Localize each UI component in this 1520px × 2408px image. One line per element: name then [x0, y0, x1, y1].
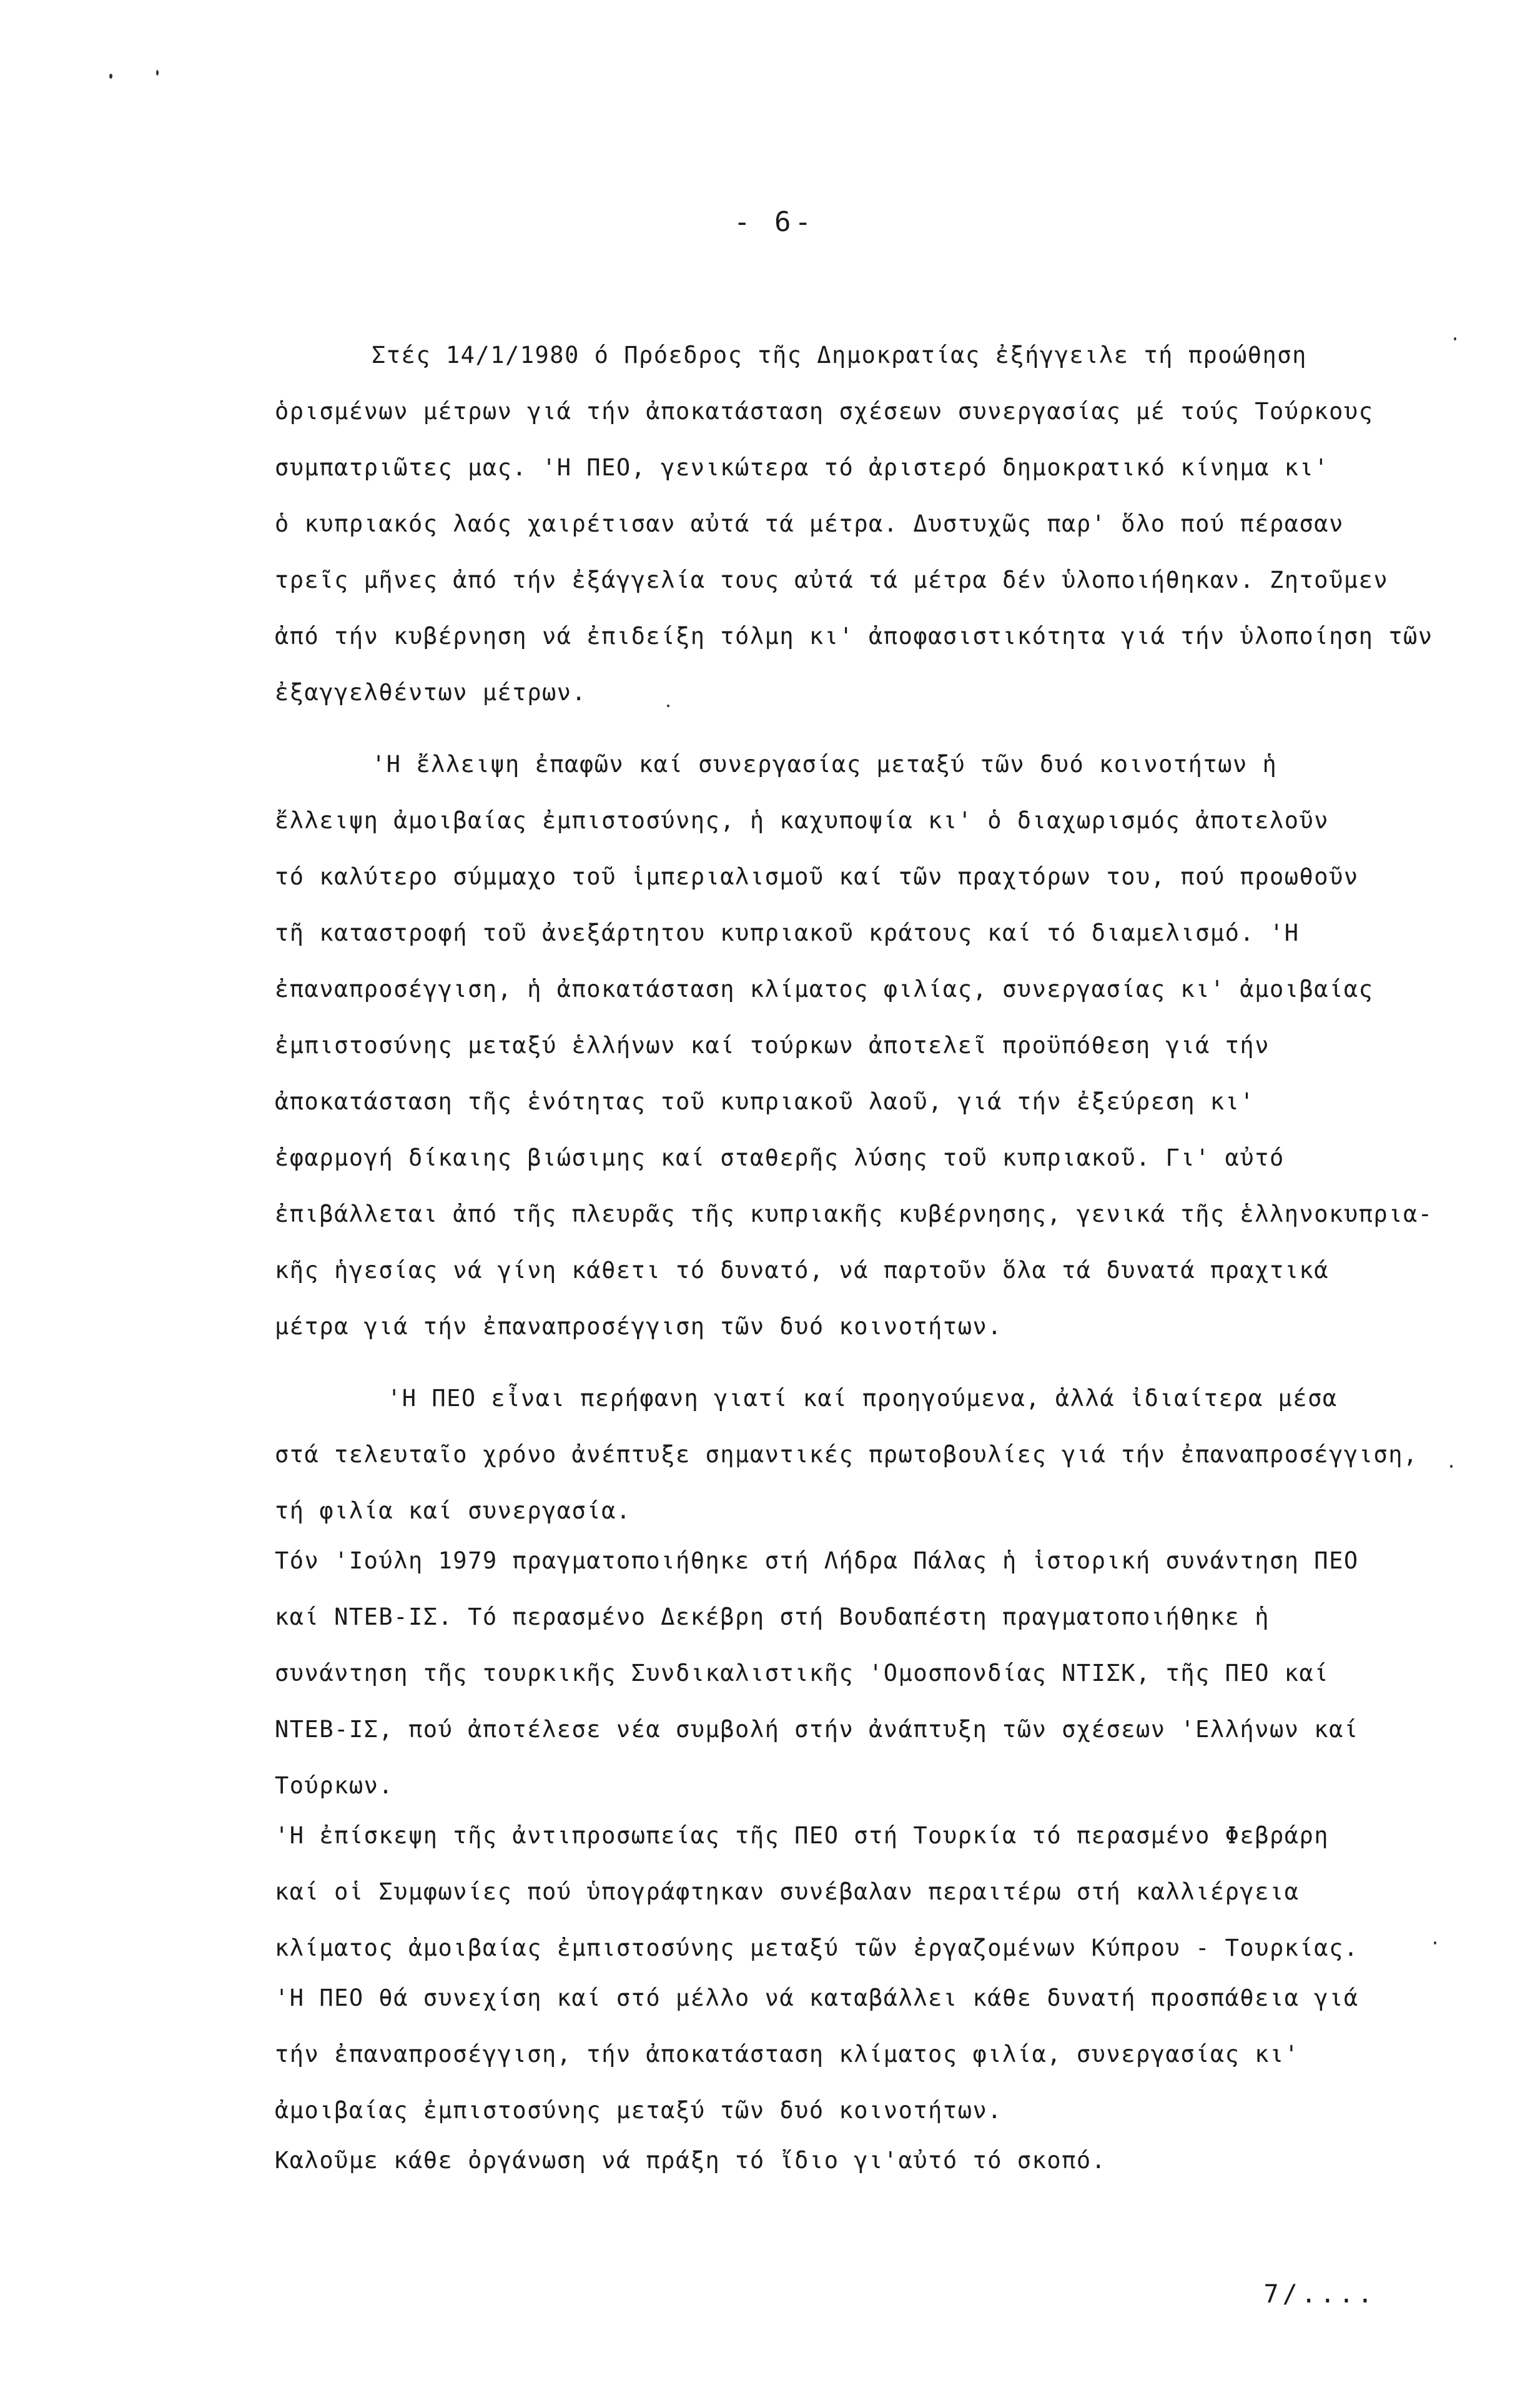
- text-line: τή φιλία καί συνεργασία.: [275, 1497, 631, 1524]
- scan-speck: [156, 70, 159, 76]
- text-line: τρεῖς μῆνες ἀπό τήν ἐξάγγελία τους αὐτά τά μέτρα δέν ὑλοποιήθηκαν. Ζητοῦμεν: [275, 567, 1389, 593]
- scan-speck: [109, 74, 112, 79]
- text-line: ὁ κυπριακός λαός χαιρέτισαν αὐτά τά μέτρα. Δυστυχῶς παρ' ὅλο πού πέρασαν: [275, 510, 1344, 537]
- text-line: καί οἱ Συμφωνίες πού ὑπογράφτηκαν συνέβαλαν περαιτέρω στή καλλιέργεια: [275, 1878, 1300, 1905]
- text-line: ὁρισμένων μέτρων γιά τήν ἀποκατάσταση σχέσεων συνεργασίας μέ τούς Τούρκους: [275, 398, 1374, 425]
- text-line: ἐμπιστοσύνης μεταξύ ἑλλήνων καί τούρκων ἀποτελεῖ προϋπόθεση γιά τήν: [275, 1032, 1270, 1059]
- text-line: συνάντηση τῆς τουρκικῆς Συνδικαλιστικῆς 'Ομοσπονδίας ΝΤΙΣΚ, τῆς ΠΕΟ καί: [275, 1660, 1330, 1687]
- text-line: συμπατριῶτες μας. 'Η ΠΕΟ, γενικώτερα τό ἀριστερό δημοκρατικό κίνημα κι': [275, 454, 1330, 481]
- page-number: - 6-: [734, 206, 815, 238]
- text-line: ἐπαναπροσέγγιση, ἡ ἀποκατάσταση κλίματος φιλίας, συνεργασίας κι' ἀμοιβαίας: [275, 976, 1374, 1003]
- text-line: ΝΤΕΒ-ΙΣ, πού ἀποτέλεσε νέα συμβολή στήν ἀνάπτυξη τῶν σχέσεων 'Ελλήνων καί: [275, 1716, 1359, 1743]
- text-line: Καλοῦμε κάθε ὀργάνωση νά πράξη τό ἴδιο γι'αὐτό τό σκοπό.: [275, 2147, 1107, 2174]
- text-line: κλίματος ἀμοιβαίας ἐμπιστοσύνης μεταξύ τῶν ἐργαζομένων Κύπρου - Τουρκίας.: [275, 1935, 1359, 1961]
- text-line: στά τελευταῖο χρόνο ἀνέπτυξε σημαντικές πρωτοβουλίες γιά τήν ἐπαναπροσέγγιση,: [275, 1441, 1418, 1468]
- text-line: ἐφαρμογή δίκαιης βιώσιμης καί σταθερῆς λύσης τοῦ κυπριακοῦ. Γι' αὐτό: [275, 1144, 1285, 1171]
- text-line: 'Η ἐπίσκεψη τῆς ἀντιπροσωπείας τῆς ΠΕΟ στή Τουρκία τό περασμένο Φεβράρη: [275, 1822, 1330, 1849]
- text-line: 'Η ΠΕΟ θά συνεχίση καί στό μέλλο νά καταβάλλει κάθε δυνατή προσπάθεια γιά: [275, 1984, 1359, 2011]
- text-line: Τούρκων.: [275, 1772, 394, 1799]
- scan-speck: [1450, 1465, 1453, 1468]
- text-line: Στές 14/1/1980 ό Πρόεδρος τῆς Δημοκρατίας ἐξήγγειλε τή προώθηση: [372, 342, 1307, 369]
- scan-speck: [1434, 1941, 1436, 1945]
- scan-speck: [667, 705, 669, 707]
- text-line: τό καλύτερο σύμμαχο τοῦ ἱμπεριαλισμοῦ καί τῶν πραχτόρων του, πού προωθοῦν: [275, 863, 1359, 890]
- text-line: ἀμοιβαίας ἐμπιστοσύνης μεταξύ τῶν δυό κοινοτήτων.: [275, 2097, 1003, 2124]
- text-line: κῆς ἡγεσίας νά γίνη κάθετι τό δυνατό, νά παρτοῦν ὅλα τά δυνατά πραχτικά: [275, 1257, 1330, 1284]
- scan-speck: [1454, 337, 1456, 340]
- text-line: 'Η ΠΕΟ εἶναι περήφανη γιατί καί προηγούμενα, ἀλλά ἰδιαίτερα μέσα: [387, 1385, 1338, 1412]
- continuation-marker: 7/....: [1263, 2280, 1376, 2309]
- text-line: ἐπιβάλλεται ἀπό τῆς πλευρᾶς τῆς κυπριακῆς κυβέρνησης, γενικά τῆς ἑλληνοκυπρια-: [275, 1201, 1433, 1227]
- text-line: μέτρα γιά τήν ἐπαναπροσέγγιση τῶν δυό κοινοτήτων.: [275, 1313, 1003, 1340]
- text-line: ἀπό τήν κυβέρνηση νά ἐπιδείξη τόλμη κι' ἀποφασιστικότητα γιά τήν ὑλοποίηση τῶν: [275, 623, 1433, 650]
- text-line: ἔλλειψη ἀμοιβαίας ἐμπιστοσύνης, ἡ καχυποψία κι' ὁ διαχωρισμός ἀποτελοῦν: [275, 807, 1330, 834]
- text-line: καί ΝΤΕΒ-ΙΣ. Τό περασμένο Δεκέβρη στή Βουδαπέστη πραγματοποιήθηκε ἡ: [275, 1603, 1270, 1630]
- text-line: ἐξαγγελθέντων μέτρων.: [275, 679, 587, 706]
- text-line: 'Η ἔλλειψη ἐπαφῶν καί συνεργασίας μεταξύ τῶν δυό κοινοτήτων ἡ: [372, 751, 1278, 778]
- text-line: τῆ καταστροφή τοῦ ἀνεξάρτητου κυπριακοῦ κράτους καί τό διαμελισμό. 'Η: [275, 919, 1300, 946]
- text-line: Τόν 'Ιούλη 1979 πραγματοποιήθηκε στή Λήδρα Πάλας ἡ ἱστορική συνάντηση ΠΕΟ: [275, 1547, 1359, 1574]
- text-line: ἀποκατάσταση τῆς ἑνότητας τοῦ κυπριακοῦ λαοῦ, γιά τήν ἐξεύρεση κι': [275, 1088, 1255, 1115]
- text-line: τήν ἐπαναπροσέγγιση, τήν ἀποκατάσταση κλίματος φιλία, συνεργασίας κι': [275, 2041, 1300, 2068]
